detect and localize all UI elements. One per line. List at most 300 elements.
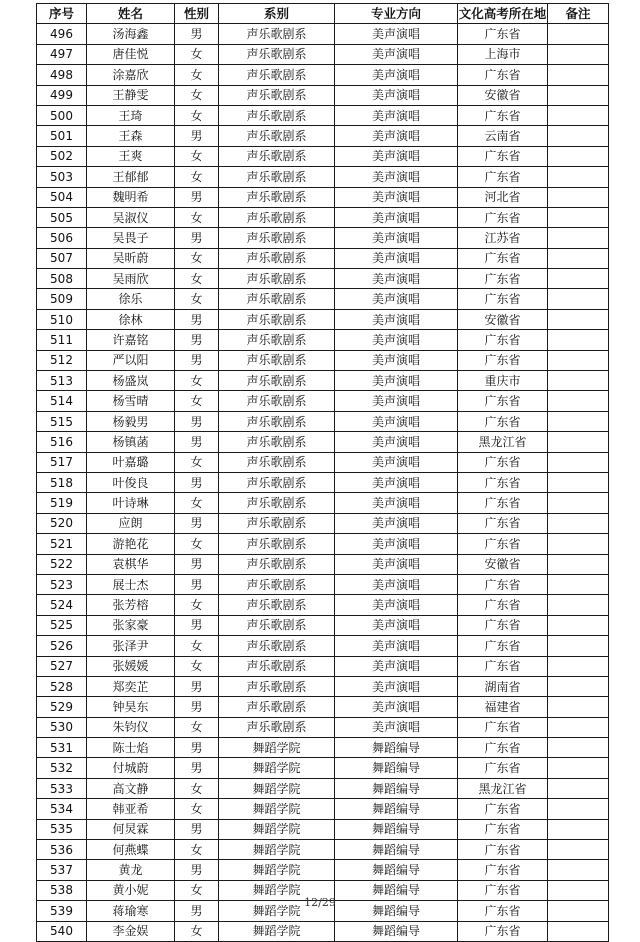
cell-seq: 524	[37, 595, 87, 615]
cell-seq: 522	[37, 554, 87, 574]
cell-gender: 女	[175, 717, 219, 737]
cell-name: 王森	[87, 126, 175, 146]
cell-name: 王琦	[87, 105, 175, 125]
cell-exam-region: 云南省	[458, 126, 548, 146]
table-row	[37, 534, 609, 554]
cell-remarks	[548, 656, 609, 676]
cell-department: 声乐歌剧系	[219, 656, 335, 676]
cell-exam-region: 广东省	[458, 207, 548, 227]
cell-seq: 511	[37, 330, 87, 350]
cell-seq: 523	[37, 574, 87, 594]
cell-major: 美声演唱	[335, 44, 458, 64]
cell-name: 钟昊东	[87, 697, 175, 717]
table-row	[37, 167, 609, 187]
table-row	[37, 656, 609, 676]
cell-name: 吴雨欣	[87, 269, 175, 289]
cell-exam-region: 广东省	[458, 595, 548, 615]
cell-gender: 女	[175, 778, 219, 798]
cell-department: 舞蹈学院	[219, 819, 335, 839]
table-row	[37, 44, 609, 64]
cell-department: 声乐歌剧系	[219, 248, 335, 268]
cell-gender: 女	[175, 289, 219, 309]
cell-major: 美声演唱	[335, 228, 458, 248]
cell-gender: 女	[175, 371, 219, 391]
cell-gender: 女	[175, 207, 219, 227]
header-name: 姓名	[87, 4, 175, 24]
cell-department: 声乐歌剧系	[219, 676, 335, 696]
cell-department: 声乐歌剧系	[219, 105, 335, 125]
cell-major: 美声演唱	[335, 85, 458, 105]
cell-exam-region: 广东省	[458, 574, 548, 594]
cell-major: 美声演唱	[335, 493, 458, 513]
cell-department: 声乐歌剧系	[219, 289, 335, 309]
header-seq: 序号	[37, 4, 87, 24]
cell-seq: 537	[37, 860, 87, 880]
table-row	[37, 452, 609, 472]
cell-exam-region: 黑龙江省	[458, 778, 548, 798]
cell-name: 王郁郁	[87, 167, 175, 187]
table-row	[37, 799, 609, 819]
cell-exam-region: 湖南省	[458, 676, 548, 696]
cell-remarks	[548, 554, 609, 574]
cell-seq: 510	[37, 309, 87, 329]
cell-name: 严以阳	[87, 350, 175, 370]
cell-remarks	[548, 391, 609, 411]
cell-department: 声乐歌剧系	[219, 615, 335, 635]
cell-remarks	[548, 738, 609, 758]
cell-remarks	[548, 126, 609, 146]
table-body	[37, 24, 609, 942]
cell-seq: 534	[37, 799, 87, 819]
cell-remarks	[548, 819, 609, 839]
cell-seq: 526	[37, 636, 87, 656]
cell-remarks	[548, 228, 609, 248]
cell-remarks	[548, 207, 609, 227]
cell-exam-region: 广东省	[458, 472, 548, 492]
cell-gender: 男	[175, 819, 219, 839]
cell-major: 美声演唱	[335, 24, 458, 44]
cell-exam-region: 广东省	[458, 411, 548, 431]
cell-seq: 506	[37, 228, 87, 248]
table-row	[37, 636, 609, 656]
cell-exam-region: 广东省	[458, 330, 548, 350]
cell-major: 舞蹈编导	[335, 921, 458, 941]
cell-seq: 521	[37, 534, 87, 554]
cell-major: 美声演唱	[335, 676, 458, 696]
cell-gender: 男	[175, 901, 219, 921]
table-row	[37, 595, 609, 615]
cell-exam-region: 广东省	[458, 880, 548, 900]
cell-remarks	[548, 676, 609, 696]
cell-seq: 515	[37, 411, 87, 431]
cell-name: 郑奕芷	[87, 676, 175, 696]
cell-department: 声乐歌剧系	[219, 126, 335, 146]
cell-remarks	[548, 860, 609, 880]
cell-exam-region: 广东省	[458, 901, 548, 921]
cell-seq: 509	[37, 289, 87, 309]
cell-department: 声乐歌剧系	[219, 636, 335, 656]
table-row	[37, 860, 609, 880]
cell-name: 黄龙	[87, 860, 175, 880]
cell-remarks	[548, 452, 609, 472]
cell-exam-region: 广东省	[458, 656, 548, 676]
cell-seq: 496	[37, 24, 87, 44]
cell-remarks	[548, 289, 609, 309]
cell-major: 舞蹈编导	[335, 758, 458, 778]
cell-seq: 519	[37, 493, 87, 513]
cell-major: 美声演唱	[335, 248, 458, 268]
cell-exam-region: 安徽省	[458, 85, 548, 105]
cell-name: 叶嘉璐	[87, 452, 175, 472]
cell-name: 韩亚希	[87, 799, 175, 819]
cell-remarks	[548, 493, 609, 513]
cell-seq: 529	[37, 697, 87, 717]
cell-major: 美声演唱	[335, 371, 458, 391]
cell-name: 涂嘉欣	[87, 65, 175, 85]
cell-major: 美声演唱	[335, 615, 458, 635]
table-row	[37, 228, 609, 248]
cell-gender: 男	[175, 472, 219, 492]
cell-major: 美声演唱	[335, 513, 458, 533]
cell-seq: 500	[37, 105, 87, 125]
cell-gender: 男	[175, 738, 219, 758]
cell-seq: 539	[37, 901, 87, 921]
cell-seq: 504	[37, 187, 87, 207]
table-row	[37, 697, 609, 717]
cell-exam-region: 广东省	[458, 717, 548, 737]
student-list-table	[36, 3, 609, 942]
cell-name: 蒋瑜寒	[87, 901, 175, 921]
cell-department: 声乐歌剧系	[219, 85, 335, 105]
cell-gender: 男	[175, 309, 219, 329]
cell-exam-region: 安徽省	[458, 309, 548, 329]
cell-name: 张家豪	[87, 615, 175, 635]
cell-exam-region: 安徽省	[458, 554, 548, 574]
cell-name: 杨镇菡	[87, 432, 175, 452]
cell-name: 付城蔚	[87, 758, 175, 778]
cell-exam-region: 广东省	[458, 65, 548, 85]
table-row	[37, 330, 609, 350]
cell-major: 舞蹈编导	[335, 901, 458, 921]
cell-gender: 女	[175, 452, 219, 472]
cell-name: 张媛媛	[87, 656, 175, 676]
cell-remarks	[548, 615, 609, 635]
cell-gender: 女	[175, 146, 219, 166]
cell-department: 声乐歌剧系	[219, 65, 335, 85]
cell-name: 吴畏子	[87, 228, 175, 248]
cell-department: 声乐歌剧系	[219, 187, 335, 207]
cell-remarks	[548, 921, 609, 941]
cell-name: 魏明希	[87, 187, 175, 207]
cell-major: 美声演唱	[335, 595, 458, 615]
table-row	[37, 126, 609, 146]
table-row	[37, 758, 609, 778]
cell-name: 展士杰	[87, 574, 175, 594]
cell-department: 舞蹈学院	[219, 758, 335, 778]
header-major: 专业方向	[335, 4, 458, 24]
cell-major: 美声演唱	[335, 656, 458, 676]
cell-seq: 520	[37, 513, 87, 533]
cell-gender: 男	[175, 615, 219, 635]
table-row	[37, 248, 609, 268]
cell-exam-region: 广东省	[458, 799, 548, 819]
cell-seq: 505	[37, 207, 87, 227]
cell-gender: 男	[175, 513, 219, 533]
table-row	[37, 187, 609, 207]
cell-remarks	[548, 513, 609, 533]
cell-gender: 女	[175, 269, 219, 289]
cell-exam-region: 广东省	[458, 452, 548, 472]
cell-seq: 538	[37, 880, 87, 900]
cell-name: 黄小妮	[87, 880, 175, 900]
table-row	[37, 65, 609, 85]
cell-major: 美声演唱	[335, 717, 458, 737]
cell-exam-region: 广东省	[458, 819, 548, 839]
cell-remarks	[548, 432, 609, 452]
cell-exam-region: 广东省	[458, 840, 548, 860]
cell-major: 美声演唱	[335, 411, 458, 431]
cell-gender: 男	[175, 676, 219, 696]
cell-gender: 女	[175, 44, 219, 64]
cell-department: 声乐歌剧系	[219, 513, 335, 533]
cell-remarks	[548, 595, 609, 615]
cell-department: 舞蹈学院	[219, 778, 335, 798]
cell-name: 何燕蝶	[87, 840, 175, 860]
cell-remarks	[548, 309, 609, 329]
cell-exam-region: 广东省	[458, 758, 548, 778]
cell-name: 杨盛岚	[87, 371, 175, 391]
cell-seq: 517	[37, 452, 87, 472]
cell-remarks	[548, 105, 609, 125]
cell-gender: 女	[175, 880, 219, 900]
cell-major: 美声演唱	[335, 167, 458, 187]
table-row	[37, 105, 609, 125]
cell-seq: 527	[37, 656, 87, 676]
cell-remarks	[548, 840, 609, 860]
cell-name: 李金娱	[87, 921, 175, 941]
cell-major: 美声演唱	[335, 289, 458, 309]
cell-seq: 507	[37, 248, 87, 268]
table-header-row	[37, 4, 609, 24]
table-row	[37, 309, 609, 329]
cell-seq: 518	[37, 472, 87, 492]
cell-exam-region: 重庆市	[458, 371, 548, 391]
cell-name: 游艳花	[87, 534, 175, 554]
cell-major: 美声演唱	[335, 636, 458, 656]
cell-seq: 514	[37, 391, 87, 411]
cell-name: 吴昕蔚	[87, 248, 175, 268]
cell-remarks	[548, 799, 609, 819]
cell-department: 声乐歌剧系	[219, 24, 335, 44]
cell-seq: 498	[37, 65, 87, 85]
cell-gender: 女	[175, 493, 219, 513]
cell-department: 声乐歌剧系	[219, 411, 335, 431]
cell-department: 声乐歌剧系	[219, 697, 335, 717]
table-row	[37, 513, 609, 533]
cell-remarks	[548, 717, 609, 737]
table-row	[37, 207, 609, 227]
table-row	[37, 840, 609, 860]
cell-remarks	[548, 65, 609, 85]
cell-gender: 男	[175, 187, 219, 207]
cell-name: 徐林	[87, 309, 175, 329]
cell-name: 许嘉铭	[87, 330, 175, 350]
cell-department: 舞蹈学院	[219, 921, 335, 941]
cell-exam-region: 广东省	[458, 513, 548, 533]
cell-major: 美声演唱	[335, 554, 458, 574]
cell-department: 声乐歌剧系	[219, 391, 335, 411]
cell-gender: 女	[175, 921, 219, 941]
table-row	[37, 289, 609, 309]
cell-name: 王静雯	[87, 85, 175, 105]
cell-exam-region: 广东省	[458, 350, 548, 370]
cell-exam-region: 广东省	[458, 146, 548, 166]
cell-gender: 女	[175, 105, 219, 125]
cell-major: 美声演唱	[335, 432, 458, 452]
cell-department: 声乐歌剧系	[219, 554, 335, 574]
cell-exam-region: 广东省	[458, 167, 548, 187]
cell-seq: 513	[37, 371, 87, 391]
cell-remarks	[548, 24, 609, 44]
cell-department: 声乐歌剧系	[219, 269, 335, 289]
cell-remarks	[548, 636, 609, 656]
cell-name: 唐佳悦	[87, 44, 175, 64]
cell-name: 张芳榕	[87, 595, 175, 615]
cell-major: 美声演唱	[335, 391, 458, 411]
cell-department: 声乐歌剧系	[219, 228, 335, 248]
table-row	[37, 554, 609, 574]
cell-department: 声乐歌剧系	[219, 350, 335, 370]
header-department: 系别	[219, 4, 335, 24]
table-row	[37, 819, 609, 839]
cell-seq: 528	[37, 676, 87, 696]
table-row	[37, 350, 609, 370]
table-row	[37, 432, 609, 452]
table-row	[37, 391, 609, 411]
cell-department: 舞蹈学院	[219, 901, 335, 921]
cell-name: 王爽	[87, 146, 175, 166]
cell-exam-region: 上海市	[458, 44, 548, 64]
cell-department: 声乐歌剧系	[219, 574, 335, 594]
cell-remarks	[548, 411, 609, 431]
cell-major: 美声演唱	[335, 472, 458, 492]
cell-seq: 531	[37, 738, 87, 758]
cell-major: 舞蹈编导	[335, 799, 458, 819]
cell-gender: 女	[175, 636, 219, 656]
cell-gender: 男	[175, 228, 219, 248]
cell-department: 声乐歌剧系	[219, 472, 335, 492]
cell-name: 袁棋华	[87, 554, 175, 574]
cell-major: 美声演唱	[335, 105, 458, 125]
cell-name: 叶俊良	[87, 472, 175, 492]
cell-gender: 女	[175, 595, 219, 615]
cell-exam-region: 广东省	[458, 493, 548, 513]
cell-gender: 女	[175, 799, 219, 819]
cell-seq: 536	[37, 840, 87, 860]
cell-exam-region: 广东省	[458, 921, 548, 941]
cell-name: 徐乐	[87, 289, 175, 309]
cell-major: 舞蹈编导	[335, 840, 458, 860]
cell-gender: 男	[175, 554, 219, 574]
cell-exam-region: 广东省	[458, 860, 548, 880]
cell-gender: 女	[175, 65, 219, 85]
cell-major: 美声演唱	[335, 574, 458, 594]
cell-gender: 男	[175, 697, 219, 717]
cell-major: 美声演唱	[335, 452, 458, 472]
cell-major: 美声演唱	[335, 350, 458, 370]
cell-major: 美声演唱	[335, 534, 458, 554]
cell-major: 舞蹈编导	[335, 778, 458, 798]
cell-department: 声乐歌剧系	[219, 330, 335, 350]
cell-major: 舞蹈编导	[335, 860, 458, 880]
cell-remarks	[548, 574, 609, 594]
cell-exam-region: 广东省	[458, 534, 548, 554]
cell-remarks	[548, 269, 609, 289]
cell-seq: 508	[37, 269, 87, 289]
cell-gender: 男	[175, 860, 219, 880]
cell-major: 舞蹈编导	[335, 738, 458, 758]
cell-seq: 525	[37, 615, 87, 635]
cell-major: 美声演唱	[335, 146, 458, 166]
table-row	[37, 411, 609, 431]
cell-major: 美声演唱	[335, 269, 458, 289]
cell-department: 声乐歌剧系	[219, 493, 335, 513]
cell-gender: 女	[175, 85, 219, 105]
table-row	[37, 921, 609, 941]
header-exam-region: 文化高考所在地	[458, 4, 548, 24]
cell-exam-region: 广东省	[458, 289, 548, 309]
cell-seq: 503	[37, 167, 87, 187]
cell-department: 舞蹈学院	[219, 880, 335, 900]
cell-remarks	[548, 248, 609, 268]
cell-exam-region: 广东省	[458, 738, 548, 758]
cell-gender: 男	[175, 411, 219, 431]
cell-name: 朱钧仪	[87, 717, 175, 737]
cell-seq: 516	[37, 432, 87, 452]
cell-department: 声乐歌剧系	[219, 309, 335, 329]
table-row	[37, 472, 609, 492]
cell-gender: 男	[175, 330, 219, 350]
cell-gender: 男	[175, 126, 219, 146]
cell-exam-region: 广东省	[458, 269, 548, 289]
cell-seq: 502	[37, 146, 87, 166]
cell-remarks	[548, 697, 609, 717]
cell-department: 舞蹈学院	[219, 738, 335, 758]
cell-seq: 532	[37, 758, 87, 778]
cell-name: 吴淑仪	[87, 207, 175, 227]
cell-remarks	[548, 44, 609, 64]
cell-remarks	[548, 534, 609, 554]
cell-gender: 男	[175, 758, 219, 778]
cell-department: 声乐歌剧系	[219, 595, 335, 615]
cell-major: 舞蹈编导	[335, 819, 458, 839]
cell-department: 声乐歌剧系	[219, 207, 335, 227]
cell-seq: 533	[37, 778, 87, 798]
table-row	[37, 24, 609, 44]
cell-name: 杨毅男	[87, 411, 175, 431]
cell-remarks	[548, 330, 609, 350]
cell-department: 舞蹈学院	[219, 840, 335, 860]
cell-exam-region: 广东省	[458, 615, 548, 635]
cell-remarks	[548, 146, 609, 166]
cell-department: 声乐歌剧系	[219, 167, 335, 187]
cell-department: 声乐歌剧系	[219, 371, 335, 391]
cell-remarks	[548, 758, 609, 778]
cell-remarks	[548, 167, 609, 187]
table-row	[37, 493, 609, 513]
table-row	[37, 371, 609, 391]
cell-gender: 男	[175, 574, 219, 594]
